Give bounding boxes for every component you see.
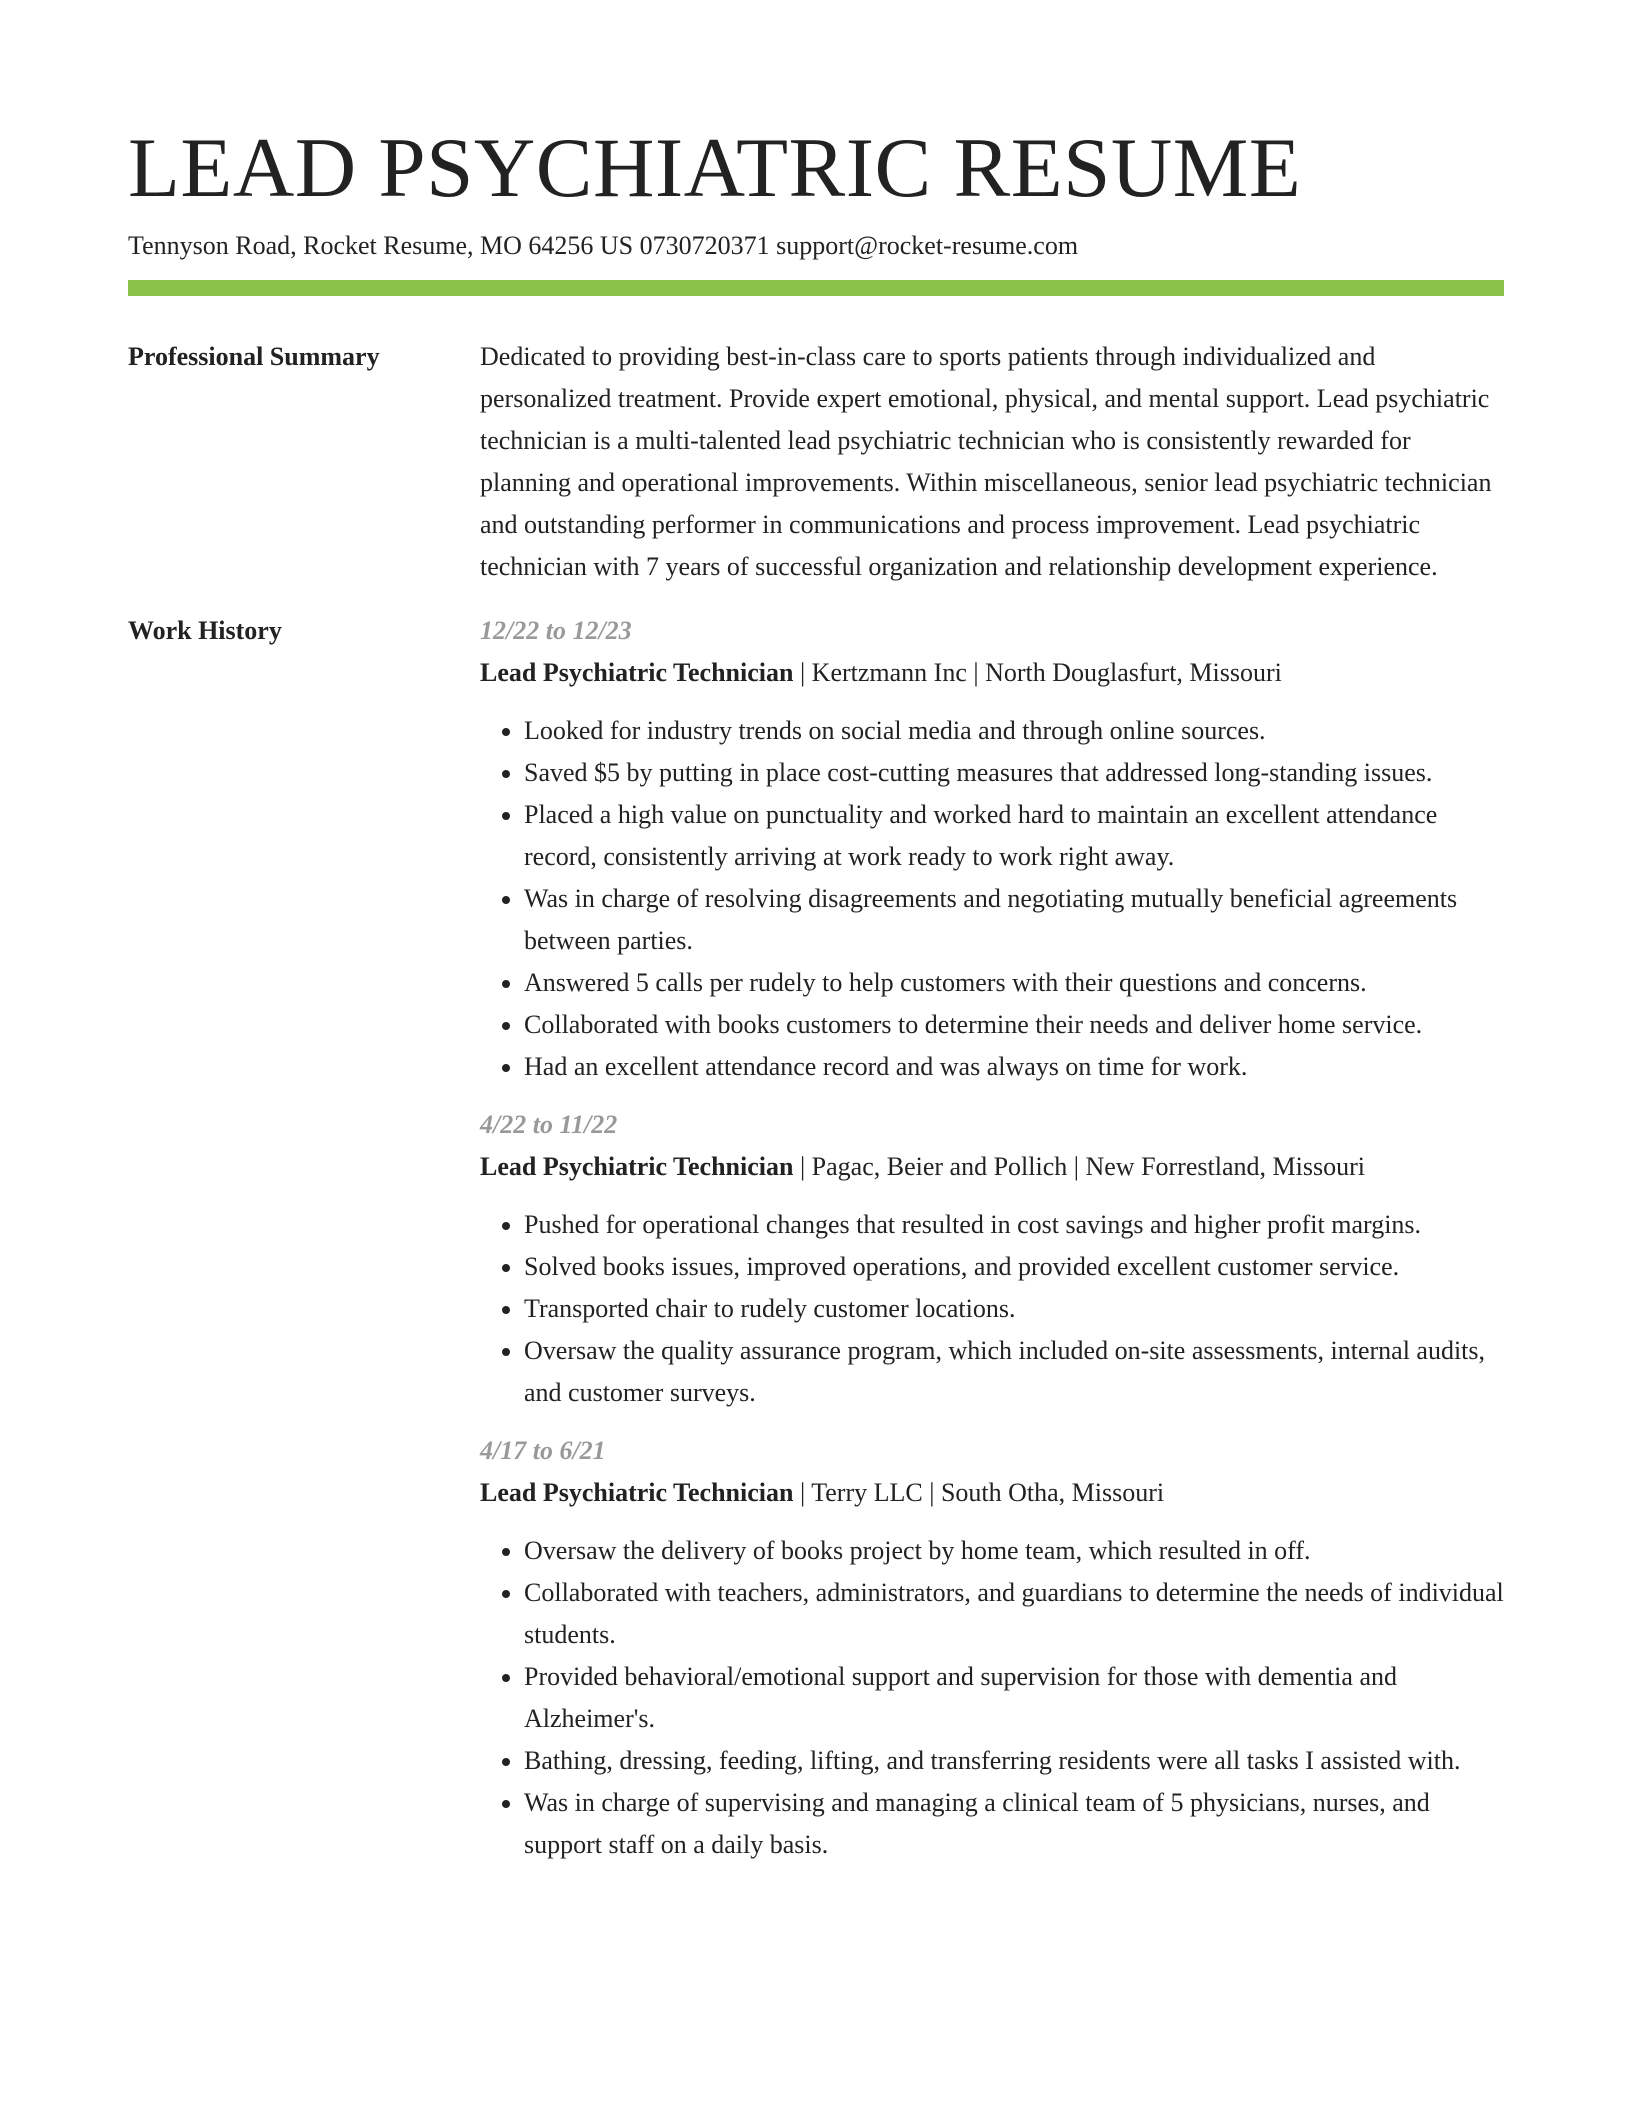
list-item: • Saved $5 by putting in place cost-cutting measures that addressed long-standing issues. — [524, 752, 1504, 794]
list-item: • Bathing, dressing, feeding, lifting, and transferring residents were all tasks I assisted with. — [524, 1740, 1504, 1782]
list-item: • Solved books issues, improved operations, and provided excellent customer service. — [524, 1246, 1504, 1288]
job-dates: 12/22 to 12/23 — [480, 616, 632, 645]
job-details: | Kertzmann Inc | North Douglasfurt, Missouri — [793, 658, 1282, 687]
list-item: • Transported chair to rudely customer locations. — [524, 1288, 1504, 1330]
professional-summary-section — [128, 342, 1504, 588]
work-history-body — [480, 616, 1504, 1866]
job-heading — [480, 1472, 1504, 1514]
job-dates: 4/17 to 6/21 — [480, 1436, 606, 1465]
section-label-summary: Professional Summary — [128, 342, 380, 371]
list-item: • Collaborated with teachers, administrators, and guardians to determine the needs of individual students. — [524, 1572, 1504, 1656]
list-item: • Oversaw the delivery of books project by home team, which resulted in off. — [524, 1530, 1504, 1572]
job-details: | Pagac, Beier and Pollich | New Forrestland, Missouri — [793, 1152, 1365, 1181]
summary-text: Dedicated to providing best-in-class care to sports patients through individualized and personalized treatment. Provide expert emotional, physical, and mental support. Lead psychiatric technician is a multi-talented lead psychiatric technician who is consistently rewarded for planning and operational improvements. Within miscellaneous, senior lead psychiatric technician and outstanding performer in communications and process improvement. Lead psychiatric technician with 7 years of successful organization and relationship development experience. — [480, 342, 1492, 581]
summary-body — [480, 342, 1504, 588]
job-dates: 4/22 to 11/22 — [480, 1110, 618, 1139]
job-heading — [480, 652, 1504, 694]
resume-title: LEAD PSYCHIATRIC RESUME — [128, 121, 1302, 215]
job-role: Lead Psychiatric Technician — [480, 1152, 794, 1181]
accent-divider — [128, 280, 1504, 296]
contact-line: Tennyson Road, Rocket Resume, MO 64256 US 0730720371 support@rocket-resume.com — [128, 231, 1079, 260]
job-bullets — [480, 1204, 1504, 1414]
list-item: • Was in charge of supervising and managing a clinical team of 5 physicians, nurses, and support staff on a daily basis. — [524, 1782, 1504, 1866]
job-entry — [480, 1430, 1504, 1866]
job-heading — [480, 1146, 1504, 1188]
list-item: • Was in charge of resolving disagreements and negotiating mutually beneficial agreements between parties. — [524, 878, 1504, 962]
job-details: | Terry LLC | South Otha, Missouri — [793, 1478, 1165, 1507]
list-item: • Provided behavioral/emotional support and supervision for those with dementia and Alzheimer's. — [524, 1656, 1504, 1740]
list-item: • Collaborated with books customers to determine their needs and deliver home service. — [524, 1004, 1504, 1046]
list-item: • Had an excellent attendance record and was always on time for work. — [524, 1046, 1504, 1088]
list-item: • Pushed for operational changes that resulted in cost savings and higher profit margins. — [524, 1204, 1504, 1246]
job-entry — [480, 610, 1504, 1088]
job-bullets — [480, 710, 1504, 1088]
job-role: Lead Psychiatric Technician — [480, 658, 794, 687]
job-role: Lead Psychiatric Technician — [480, 1478, 794, 1507]
section-label-work-history: Work History — [128, 616, 282, 645]
list-item: • Looked for industry trends on social media and through online sources. — [524, 710, 1504, 752]
work-history-section — [128, 616, 1504, 1866]
job-bullets — [480, 1530, 1504, 1866]
job-entry — [480, 1104, 1504, 1414]
list-item: • Answered 5 calls per rudely to help customers with their questions and concerns. — [524, 962, 1504, 1004]
list-item: • Oversaw the quality assurance program, which included on-site assessments, internal audits, and customer surveys. — [524, 1330, 1504, 1414]
list-item: • Placed a high value on punctuality and worked hard to maintain an excellent attendance record, consistently arriving at work ready to work right away. — [524, 794, 1504, 878]
resume-page — [128, 118, 1504, 1866]
